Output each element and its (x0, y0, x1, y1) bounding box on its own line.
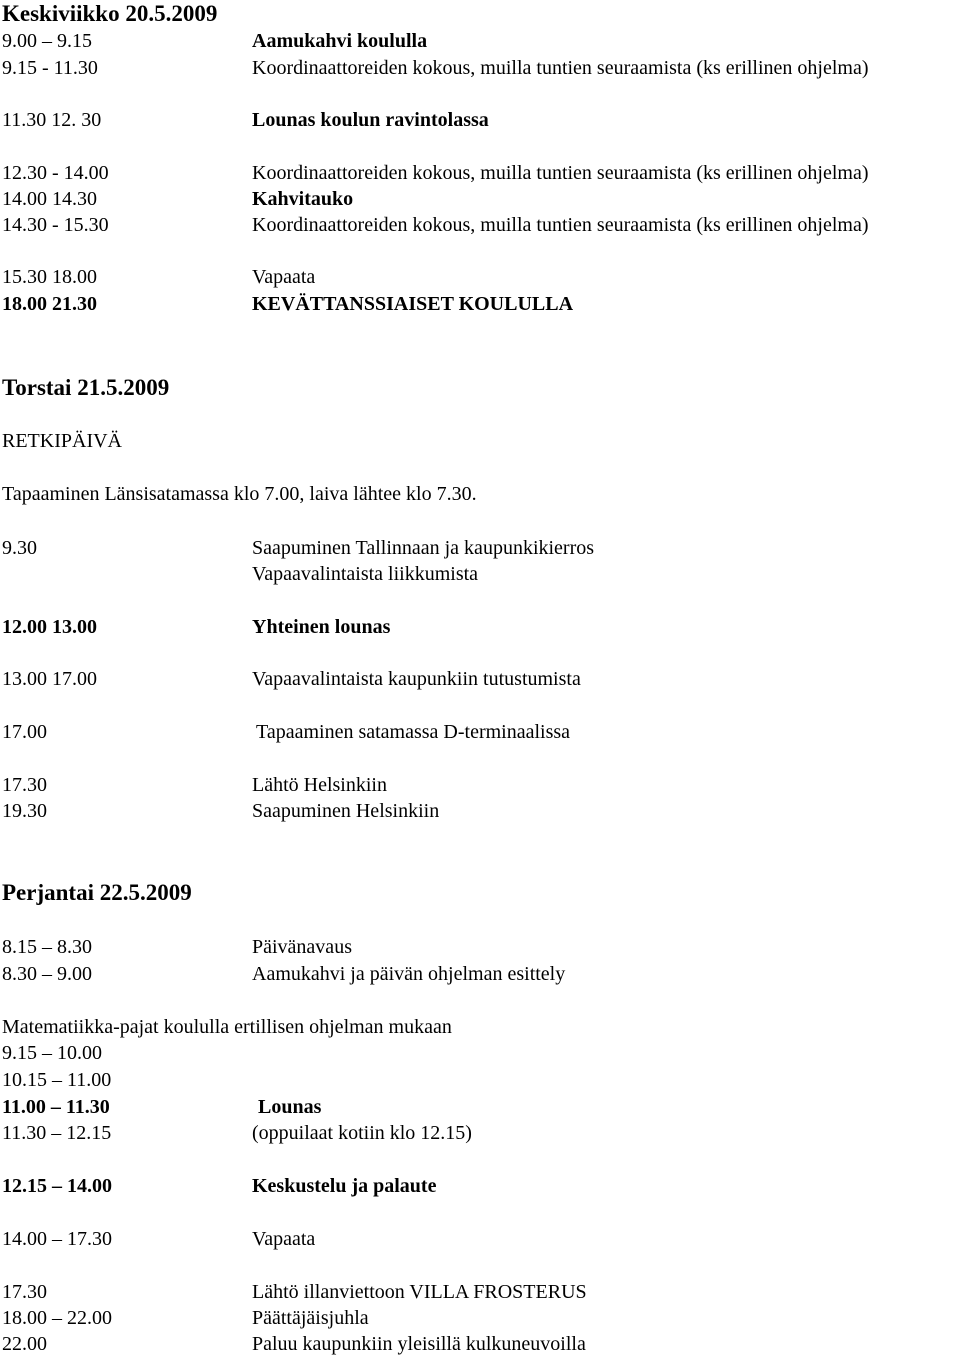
activity-cell: Aamukahvi ja päivän ohjelman esittely (252, 963, 566, 985)
schedule-row (2, 213, 869, 237)
schedule-row (2, 1227, 316, 1251)
activity-cell: (oppuilaat kotiin klo 12.15) (252, 1122, 472, 1144)
schedule-row (2, 935, 352, 959)
schedule-row (2, 108, 489, 132)
schedule-row (2, 1174, 437, 1198)
time-cell: 17.30 (2, 1281, 47, 1303)
schedule-row (2, 720, 571, 744)
time-cell: 17.00 (2, 721, 47, 743)
time-cell: 14.30 - 15.30 (2, 214, 109, 236)
schedule-row (2, 667, 581, 691)
day-heading-wednesday: Keskiviikko 20.5.2009 (2, 1, 218, 26)
activity-cell: Lähtö Helsinkiin (252, 774, 387, 796)
schedule-row (2, 615, 391, 639)
time-cell: 22.00 (2, 1333, 47, 1355)
activity-cell: Vapaavalintaista liikkumista (252, 563, 479, 585)
schedule-row (2, 1332, 586, 1356)
activity-cell: Keskustelu ja palaute (252, 1175, 437, 1197)
schedule-row (2, 1068, 111, 1092)
time-cell: 9.15 - 11.30 (2, 57, 98, 79)
workshops-note: Matematiikka-pajat koululla ertillisen ohjelman mukaan (2, 1016, 452, 1038)
activity-cell: Vapaavalintaista kaupunkiin tutustumista (252, 668, 581, 690)
time-cell: 10.15 – 11.00 (2, 1069, 112, 1091)
schedule-row (2, 161, 869, 185)
time-cell: 8.30 – 9.00 (2, 963, 92, 985)
activity-cell: Kahvitauko (252, 188, 354, 210)
activity-cell: Päättäjäisjuhla (252, 1307, 369, 1329)
time-cell: 15.30 18.00 (2, 266, 97, 288)
activity-cell: Vapaata (252, 1228, 316, 1250)
time-cell: 14.00 14.30 (2, 188, 97, 210)
schedule-row (2, 1121, 472, 1145)
time-cell: 12.00 13.00 (2, 616, 97, 638)
schedule-row (2, 29, 428, 53)
time-cell: 11.30 – 12.15 (2, 1122, 112, 1144)
time-cell: 17.30 (2, 774, 47, 796)
activity-cell: Tapaaminen satamassa D-terminaalissa (256, 721, 571, 743)
time-cell: 12.15 – 14.00 (2, 1175, 112, 1197)
time-cell: 11.30 12. 30 (2, 109, 102, 131)
schedule-row (2, 1280, 587, 1304)
activity-cell: Koordinaattoreiden kokous, muilla tuntien seuraamista (ks erillinen ohjelma) (252, 162, 869, 184)
schedule-row (2, 773, 387, 797)
activity-cell: Aamukahvi koululla (252, 30, 428, 52)
schedule-row (2, 292, 574, 316)
activity-cell: Yhteinen lounas (252, 616, 391, 638)
activity-cell: KEVÄTTANSSIAISET KOULULLA (252, 293, 574, 315)
activity-cell: Saapuminen Tallinnaan ja kaupunkikierros (252, 537, 595, 559)
day-heading-thursday: Torstai 21.5.2009 (2, 375, 170, 400)
meeting-note: Tapaaminen Länsisatamassa klo 7.00, laiva lähtee klo 7.30. (2, 483, 477, 505)
activity-cell: Lounas (258, 1096, 322, 1118)
activity-cell: Lounas koulun ravintolassa (252, 109, 489, 131)
schedule-row (2, 187, 354, 211)
time-cell: 9.00 – 9.15 (2, 30, 92, 52)
time-cell: 9.15 – 10.00 (2, 1042, 102, 1064)
activity-cell: Koordinaattoreiden kokous, muilla tuntien seuraamista (ks erillinen ohjelma) (252, 57, 869, 79)
schedule-row (2, 962, 566, 986)
activity-cell: Vapaata (252, 266, 316, 288)
time-cell: 19.30 (2, 800, 47, 822)
time-cell: 14.00 – 17.30 (2, 1228, 112, 1250)
time-cell: 13.00 17.00 (2, 668, 97, 690)
time-cell: 18.00 21.30 (2, 293, 97, 315)
day-heading-friday: Perjantai 22.5.2009 (2, 880, 192, 905)
activity-cell: Koordinaattoreiden kokous, muilla tuntien seuraamista (ks erillinen ohjelma) (252, 214, 869, 236)
schedule-row (2, 1041, 102, 1065)
time-cell: 9.30 (2, 537, 37, 559)
time-cell: 12.30 - 14.00 (2, 162, 109, 184)
schedule-row (2, 1306, 369, 1330)
time-cell: 8.15 – 8.30 (2, 936, 92, 958)
activity-cell: Saapuminen Helsinkiin (252, 800, 440, 822)
activity-cell: Lähtö illanviettoon VILLA FROSTERUS (252, 1281, 587, 1303)
schedule-row (2, 799, 440, 823)
time-cell: 11.00 – 11.30 (2, 1096, 110, 1118)
schedule-row (2, 536, 595, 560)
activity-cell: Paluu kaupunkiin yleisillä kulkuneuvoilla (252, 1333, 586, 1355)
day-subtitle: RETKIPÄIVÄ (2, 430, 122, 452)
schedule-row (2, 56, 869, 80)
activity-cell: Päivänavaus (252, 936, 352, 958)
schedule-row (2, 265, 316, 289)
time-cell: 18.00 – 22.00 (2, 1307, 112, 1329)
schedule-row (2, 1095, 322, 1119)
